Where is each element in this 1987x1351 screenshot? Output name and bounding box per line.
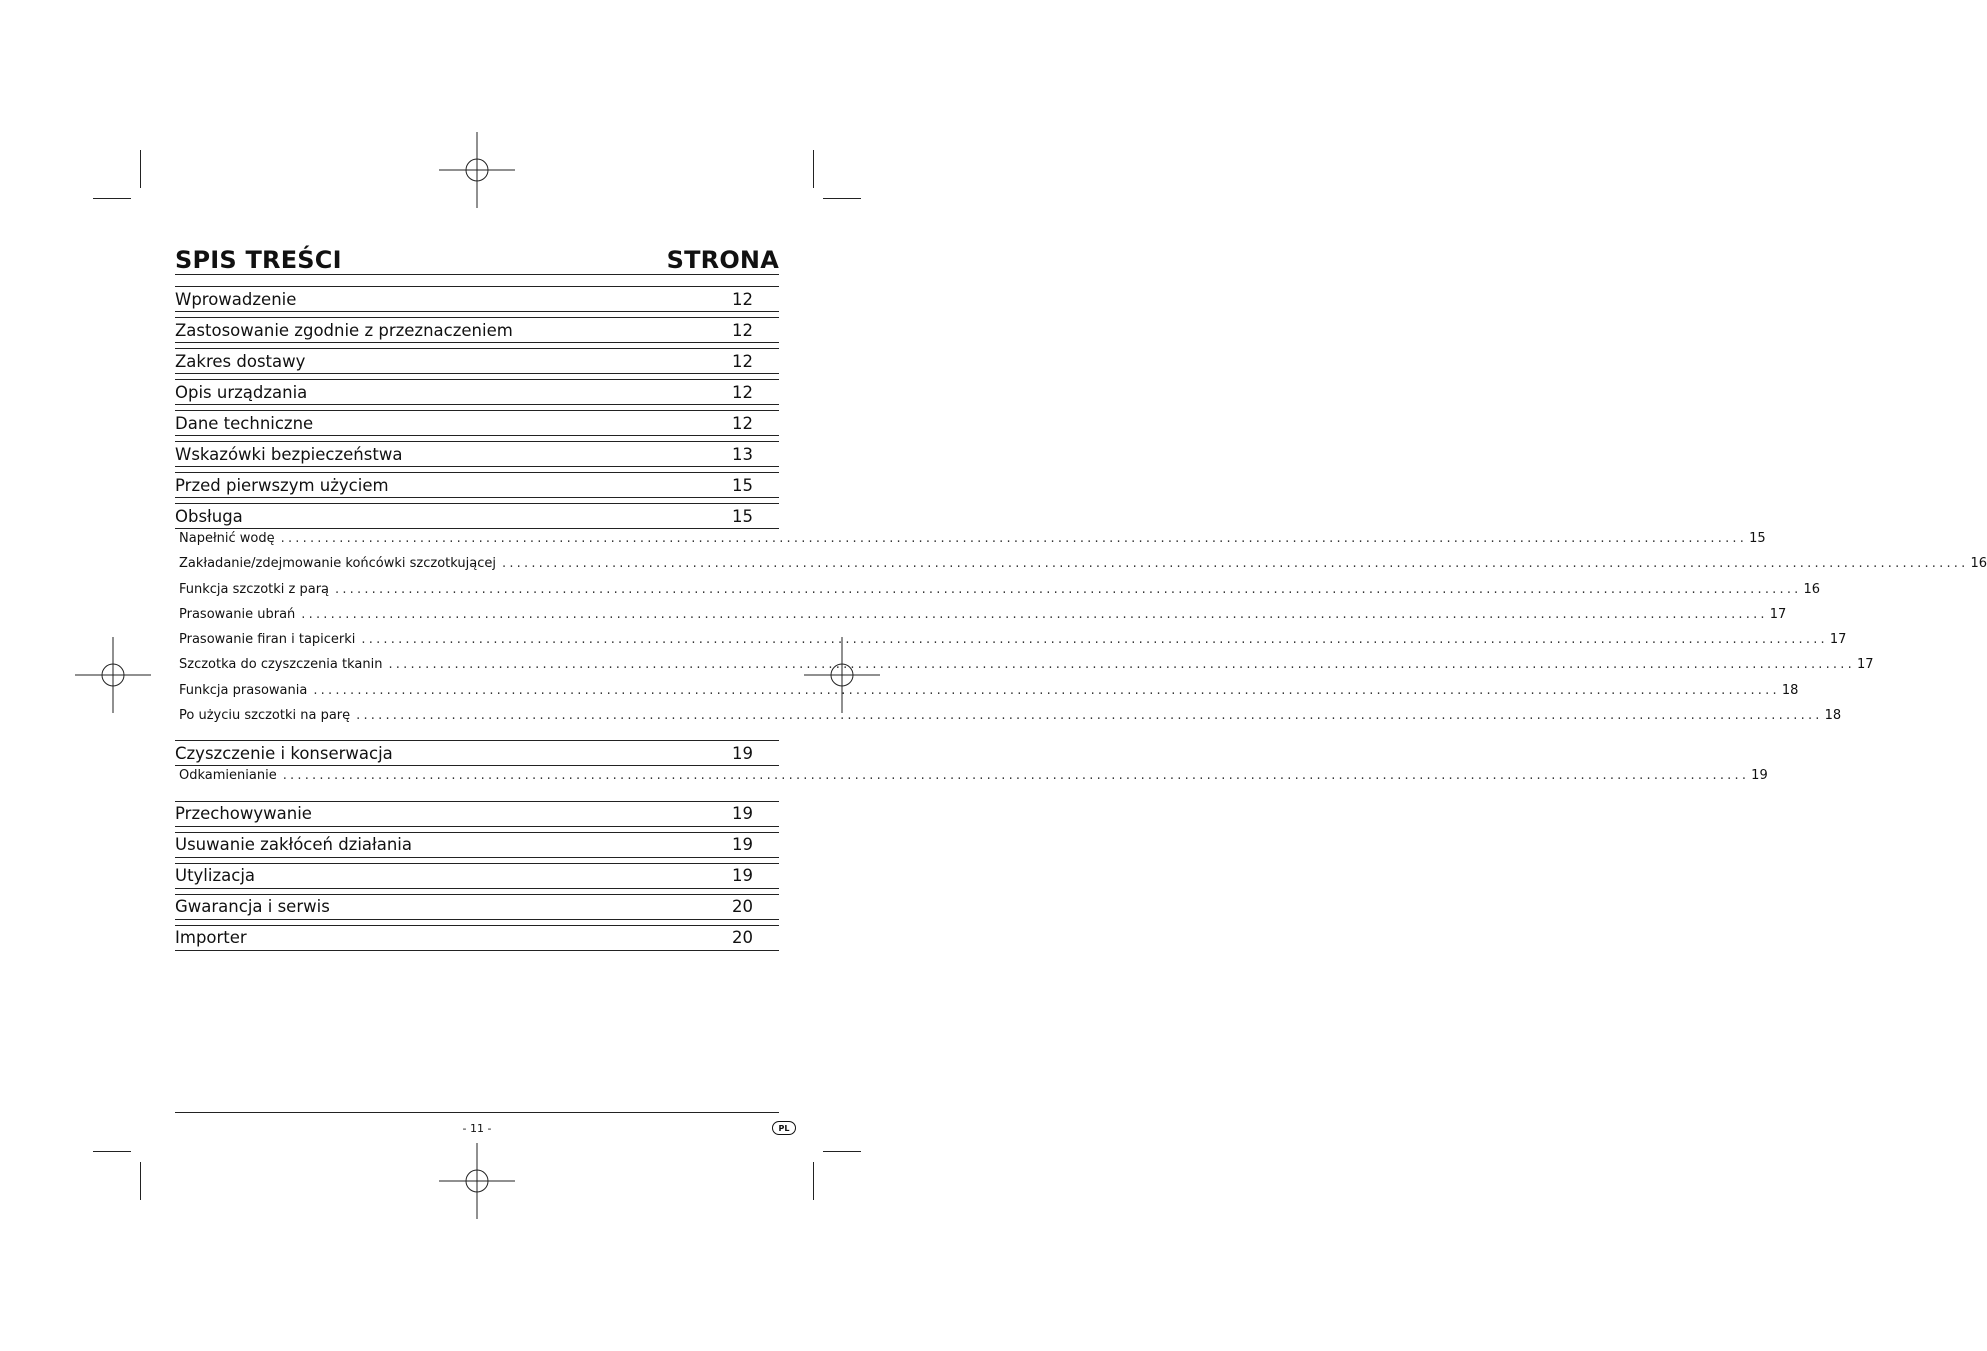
toc-entry-page: 19 <box>732 743 753 763</box>
page-number: - 11 - <box>462 1122 492 1135</box>
toc-sub-entry-title: Napełnić wodę <box>179 531 275 546</box>
crop-mark-tr-h <box>823 198 861 199</box>
toc-entry-page: 12 <box>732 413 753 433</box>
toc-sub-entry[interactable] <box>175 708 1842 733</box>
toc-entry[interactable] <box>175 503 779 529</box>
toc-sub-entry[interactable] <box>175 606 1787 632</box>
toc-sub-entry-title: Odkamienianie <box>179 768 277 784</box>
toc-sub-entry-page: 19 <box>1751 768 1768 784</box>
toc-entry[interactable] <box>175 894 779 920</box>
toc-entry-title: Importer <box>175 928 247 948</box>
toc-entry[interactable] <box>175 441 779 467</box>
toc-sub-entry-page: 17 <box>1769 606 1787 622</box>
toc-sub-entry[interactable] <box>175 657 1874 682</box>
toc-sub-entry-page: 17 <box>1829 632 1847 648</box>
toc-entry[interactable] <box>175 925 779 951</box>
toc-entry-page: 12 <box>732 289 753 309</box>
toc-entry-title: Obsługa <box>175 506 243 526</box>
toc-title: SPIS TREŚCI <box>175 246 342 274</box>
registration-mark-bottom-icon <box>439 1143 515 1219</box>
toc-sub-entry-page: 15 <box>1749 531 1766 546</box>
toc-entry[interactable] <box>175 317 779 343</box>
toc-entry-title: Opis urządzania <box>175 382 308 402</box>
toc-entry-page: 19 <box>732 866 753 886</box>
toc-entry-page: 19 <box>732 804 753 824</box>
toc-sub-entry-page: 18 <box>1781 682 1799 698</box>
crop-mark-tl-h <box>93 198 131 199</box>
toc-entry[interactable] <box>175 740 779 766</box>
toc-sub-entry-title: Po użyciu szczotki na parę <box>179 708 351 724</box>
crop-mark-bl-h <box>93 1151 131 1152</box>
toc-entry-page: 15 <box>732 506 753 526</box>
dot-leader: ........................................................................................................................................................................................................ <box>313 682 1780 698</box>
toc-entry-page: 19 <box>732 835 753 855</box>
toc-sub-entry-title: Funkcja prasowania <box>179 682 308 698</box>
crop-mark-br-v <box>813 1162 814 1200</box>
toc-sub-entry[interactable] <box>175 632 1847 657</box>
toc-sub-entry[interactable] <box>175 556 1987 581</box>
dot-leader: ........................................................................................................................................................................................................ <box>282 768 1750 784</box>
toc-entry[interactable] <box>175 863 779 889</box>
language-badge: PL <box>772 1121 796 1135</box>
toc-entry-title: Gwarancja i serwis <box>175 897 330 917</box>
crop-mark-bl-v <box>140 1162 141 1200</box>
dot-leader: ........................................................................................................................................................................................................ <box>388 657 1855 673</box>
toc-entry-page: 13 <box>732 444 753 464</box>
dot-leader: ........................................................................................................................................................................................................ <box>280 531 1748 546</box>
dot-leader: ........................................................................................................................................................................................................ <box>335 581 1802 597</box>
toc-entry[interactable] <box>175 801 779 827</box>
registration-mark-left-icon <box>75 637 151 713</box>
toc-entry-title: Wprowadzenie <box>175 289 297 309</box>
toc-entry[interactable] <box>175 379 779 405</box>
registration-mark-right-icon <box>804 637 880 713</box>
crop-mark-br-h <box>823 1151 861 1152</box>
table-of-contents <box>175 286 1987 951</box>
toc-entry-page: 12 <box>732 320 753 340</box>
crop-mark-tr-v <box>813 150 814 188</box>
toc-entry[interactable] <box>175 832 779 858</box>
toc-entry-title: Przechowywanie <box>175 804 312 824</box>
toc-sub-entry-title: Szczotka do czyszczenia tkanin <box>179 657 383 673</box>
toc-entry-page: 12 <box>732 351 753 371</box>
page-column-label: STRONA <box>666 246 779 274</box>
footer-divider <box>175 1112 779 1113</box>
toc-sub-list <box>175 529 1987 735</box>
toc-entry-title: Usuwanie zakłóceń działania <box>175 835 412 855</box>
toc-entry-title: Czyszczenie i konserwacja <box>175 743 393 763</box>
toc-entry-page: 20 <box>732 897 753 917</box>
toc-sub-entry[interactable] <box>175 682 1799 708</box>
dot-leader: ........................................................................................................................................................................................................ <box>361 632 1828 648</box>
toc-entry-page: 15 <box>732 475 753 495</box>
toc-entry-page: 12 <box>732 382 753 402</box>
toc-sub-entry-page: 17 <box>1856 657 1874 673</box>
toc-sub-entry-page: 18 <box>1824 708 1842 724</box>
dot-leader: ........................................................................................................................................................................................................ <box>501 556 1969 572</box>
toc-sub-entry-title: Prasowanie ubrań <box>179 606 296 622</box>
toc-entry[interactable] <box>175 472 779 498</box>
dot-leader: ........................................................................................................................................................................................................ <box>301 606 1768 622</box>
toc-entry-page: 20 <box>732 928 753 948</box>
toc-sub-entry-title: Zakładanie/zdejmowanie końcówki szczotkującej <box>179 556 496 572</box>
toc-entry-title: Wskazówki bezpieczeństwa <box>175 444 403 464</box>
toc-sub-list <box>175 766 1768 795</box>
toc-sub-entry-page: 16 <box>1970 556 1987 572</box>
toc-entry-title: Zastosowanie zgodnie z przeznaczeniem <box>175 320 513 340</box>
registration-mark-top-icon <box>439 132 515 208</box>
toc-sub-entry-page: 16 <box>1803 581 1821 597</box>
toc-sub-entry[interactable] <box>175 768 1768 793</box>
toc-entry-title: Zakres dostawy <box>175 351 306 371</box>
toc-sub-entry-title: Prasowanie firan i tapicerki <box>179 632 356 648</box>
toc-sub-entry-title: Funkcja szczotki z parą <box>179 581 330 597</box>
toc-sub-entry[interactable] <box>175 581 1821 607</box>
toc-sub-entry[interactable] <box>175 531 1766 556</box>
toc-entry[interactable] <box>175 286 779 312</box>
crop-mark-tl-v <box>140 150 141 188</box>
toc-header <box>175 242 779 275</box>
toc-entry[interactable] <box>175 348 779 374</box>
toc-entry-title: Utylizacja <box>175 866 256 886</box>
toc-entry[interactable] <box>175 410 779 436</box>
toc-entry-title: Dane techniczne <box>175 413 314 433</box>
dot-leader: ........................................................................................................................................................................................................ <box>356 708 1823 724</box>
toc-entry-title: Przed pierwszym użyciem <box>175 475 389 495</box>
